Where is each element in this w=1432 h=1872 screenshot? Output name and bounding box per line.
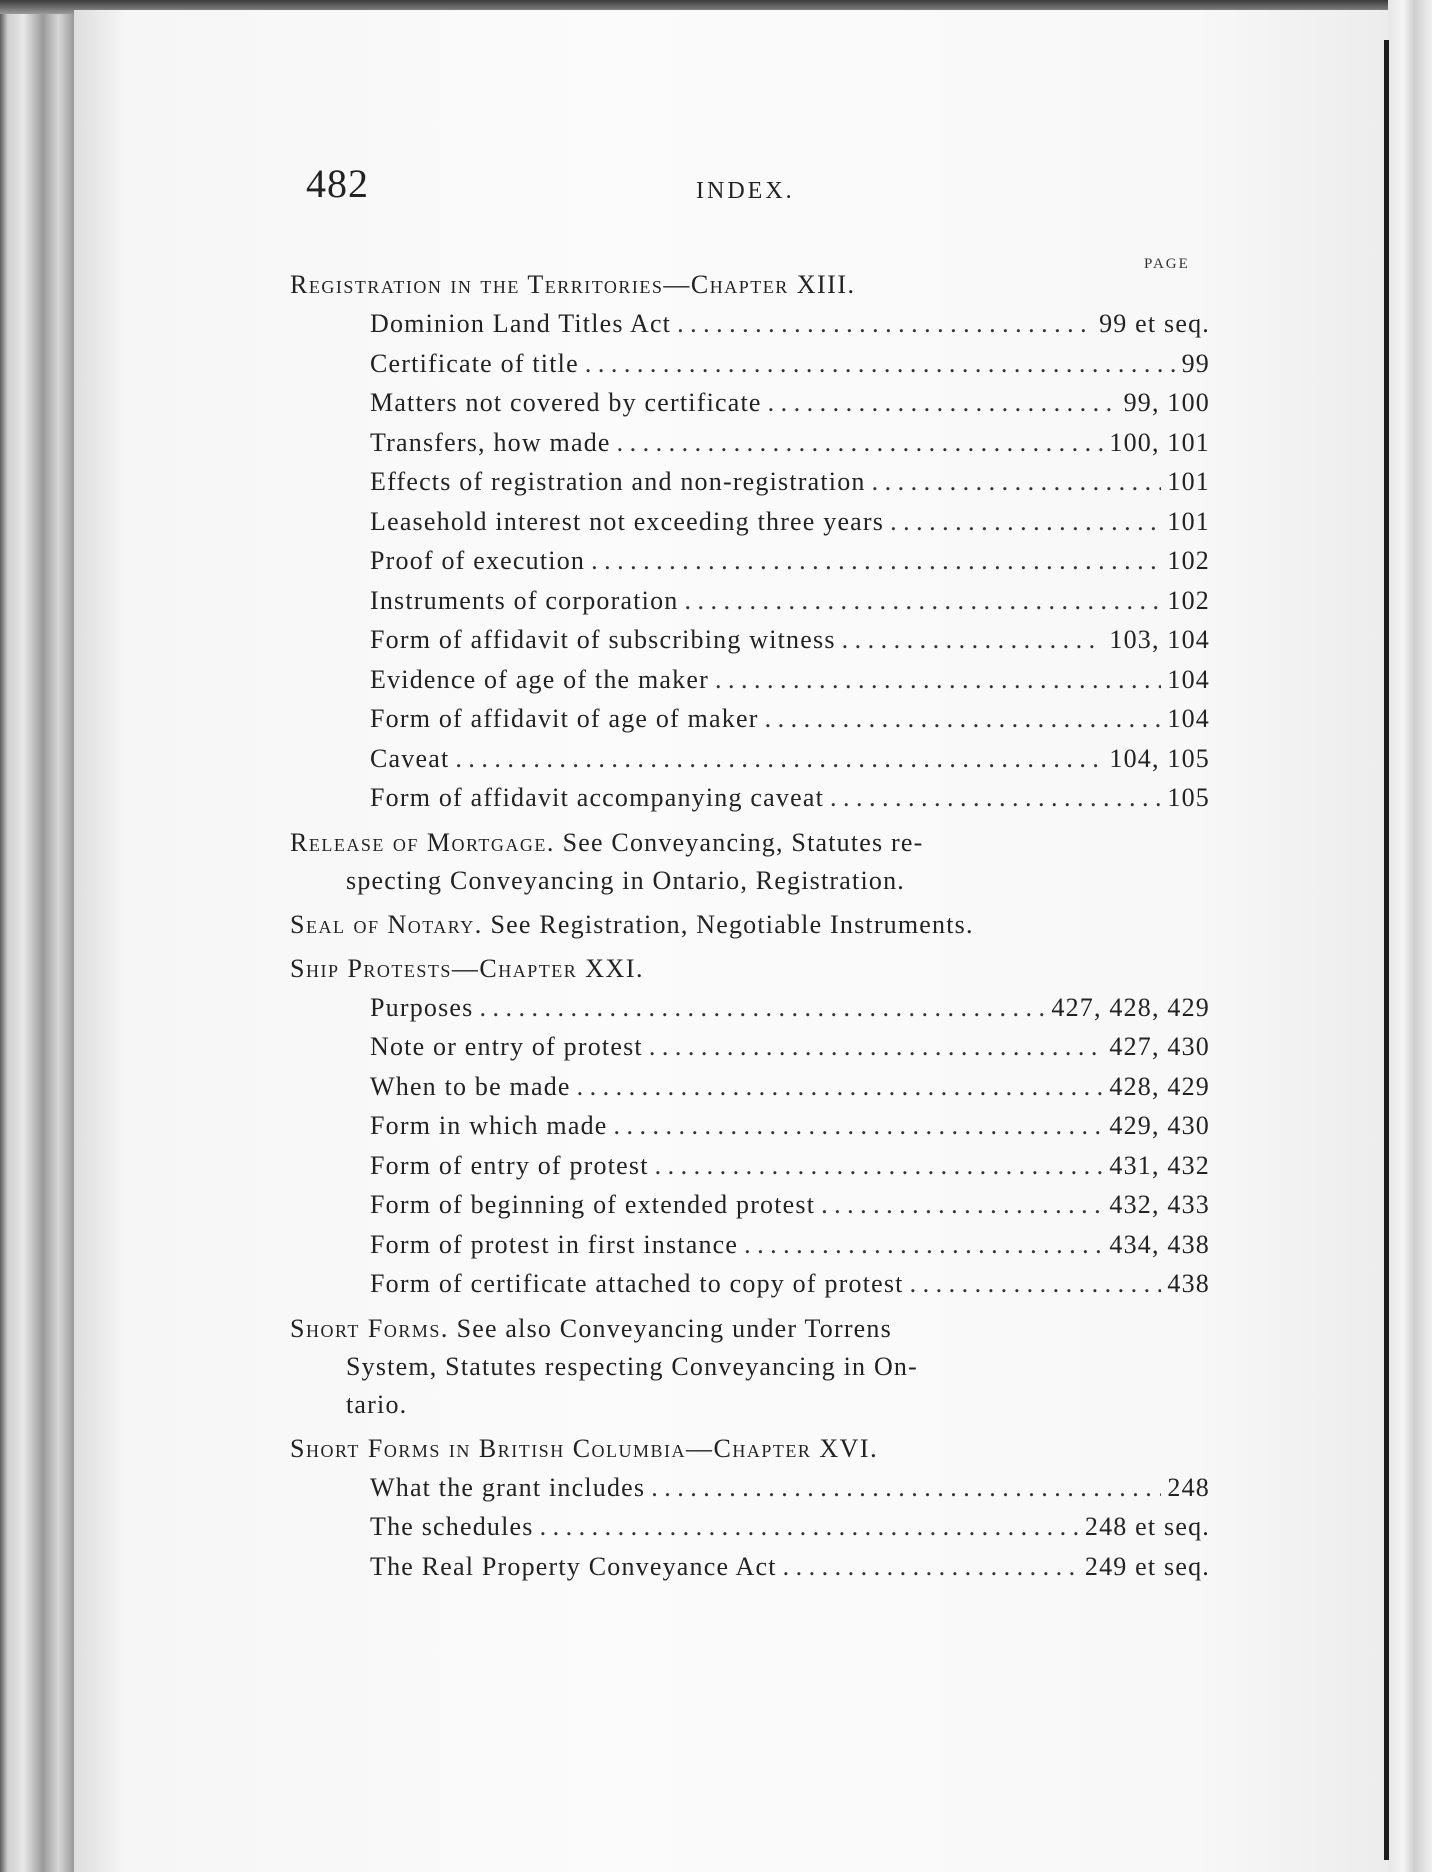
leader-dots [577,1067,1104,1107]
entry-pages: 104 [1167,704,1210,733]
leader-dots [655,1146,1104,1186]
entry-text: Form of protest in first instance [370,1229,739,1259]
leader-dots [614,1106,1104,1146]
index-entry [290,1146,1210,1186]
leader-dots [715,660,1161,700]
entry-text: Form of entry of protest [370,1150,649,1180]
page-right-edge [1388,0,1432,1872]
leader-dots [585,344,1176,384]
entry-text: The Real Property Conveyance Act [370,1551,777,1581]
entry-pages: 104 [1167,664,1210,694]
index-entry [290,778,1210,818]
entry-pages: 101 [1167,506,1210,536]
entry-pages: 438 [1167,1269,1210,1298]
index-entry [290,699,1210,739]
entry-text: Form in which made [370,1111,608,1140]
entry-text: Form of beginning of extended protest [370,1190,816,1219]
section-heading: Ship Protests—Chapter XXI. [290,953,644,983]
entry-text: Proof of execution [370,546,586,575]
index-entry [290,1067,1210,1107]
entry-pages: 248 [1167,1472,1210,1502]
index-entry [290,344,1210,384]
leader-dots [651,1468,1161,1508]
index-entry [290,739,1210,779]
entry-text: Effects of registration and non-registration [370,467,866,496]
index-entry [290,1027,1210,1067]
entry-pages: 101 [1167,467,1210,496]
entry-text: Note or entry of protest [370,1032,643,1061]
entry-pages: 105 [1167,783,1210,812]
leader-dots [842,620,1104,660]
leader-dots [649,1027,1104,1067]
index-entry [290,423,1210,463]
section-text: See Conveyancing, Statutes re- [562,827,924,857]
index-entry [290,462,1210,502]
section-heading: Short Forms. [290,1313,449,1343]
leader-dots [591,541,1161,581]
section-continuation: specting Conveyancing in Ontario, Registration. [346,865,905,895]
entry-text: Caveat [370,743,450,773]
section-heading: Seal of Notary. [290,909,483,939]
index-entry [290,988,1210,1028]
leader-dots [821,1185,1103,1225]
entry-text: Transfers, how made [370,427,611,457]
entry-pages: 99 et seq. [1099,309,1210,338]
index-section-release-of-mortgage [290,824,1210,900]
section-line [290,906,1210,944]
section-continuation: tario. [346,1389,408,1419]
index-section-seal-of-notary [290,906,1210,944]
leader-dots [768,383,1118,423]
entry-pages: 434, 438 [1109,1229,1210,1259]
entry-pages: 100, 101 [1109,427,1210,457]
index-section-short-forms-british-columbia [290,1430,1210,1587]
entry-text: Matters not covered by certificate [370,388,762,417]
entry-pages: 102 [1167,546,1210,575]
entry-pages: 102 [1167,585,1210,615]
entry-text: Form of certificate attached to copy of protest [370,1269,904,1298]
section-heading: Short Forms in British Columbia—Chapter XVI. [290,1433,879,1463]
index-entry [290,1264,1210,1304]
entry-text: Form of affidavit accompanying caveat [370,783,824,812]
entry-pages: 248 et seq. [1084,1512,1210,1541]
section-continuation: System, Statutes respecting Conveyancing in On- [346,1351,918,1381]
index-entry [290,1185,1210,1225]
entry-pages: 427, 428, 429 [1051,992,1210,1022]
book-spine-edge [0,0,78,1872]
section-line [290,824,1210,862]
index-entry [290,1468,1210,1508]
index-section-short-forms [290,1310,1210,1424]
entry-text: Leasehold interest not exceeding three years [370,506,885,536]
leader-dots [872,462,1162,502]
leader-dots [677,304,1093,344]
index-entry [290,383,1210,423]
entry-pages: 104, 105 [1109,743,1210,773]
index-entry [290,1547,1210,1587]
entry-text: Evidence of age of the maker [370,664,709,694]
entry-text: What the grant includes [370,1472,646,1502]
index-entry [290,502,1210,542]
entry-pages: 99, 100 [1123,388,1210,417]
entry-pages: 432, 433 [1109,1190,1210,1219]
leader-dots [480,988,1046,1028]
entry-text: When to be made [370,1071,571,1101]
section-text: See Registration, Negotiable Instruments. [490,909,974,939]
entry-pages: 429, 430 [1109,1111,1210,1140]
entry-pages: 103, 104 [1109,625,1210,654]
section-line [290,1310,1210,1348]
entry-text: Form of affidavit of age of maker [370,704,759,733]
entry-pages: 99 [1181,348,1210,378]
entry-text: Certificate of title [370,348,579,378]
leader-dots [744,1225,1103,1265]
leader-dots [765,699,1162,739]
entry-pages: 427, 430 [1109,1032,1210,1061]
index-entry [290,1225,1210,1265]
leader-dots [890,502,1161,542]
index-content [290,266,1210,1586]
page-number: 482 [306,161,369,206]
page-column-label: PAGE [1144,256,1190,272]
index-entry [290,620,1210,660]
page-header [0,150,1432,220]
leader-dots [617,423,1104,463]
leader-dots [830,778,1161,818]
binding-shadow-line [1384,40,1389,1860]
index-entry [290,1507,1210,1547]
leader-dots [684,581,1161,621]
index-entry [290,1106,1210,1146]
index-entry [290,541,1210,581]
section-text: See also Conveyancing under Torrens [456,1313,892,1343]
leader-dots [455,739,1103,779]
entry-text: Instruments of corporation [370,585,679,615]
running-head: INDEX. [696,178,795,204]
section-heading: Registration in the Territories—Chapter XIII. [290,270,856,299]
index-section-registration-territories [290,266,1210,818]
entry-text: Purposes [370,992,474,1022]
entry-pages: 431, 432 [1109,1150,1210,1180]
entry-pages: 428, 429 [1109,1071,1210,1101]
leader-dots [540,1507,1079,1547]
entry-text: The schedules [370,1512,534,1541]
index-entry [290,581,1210,621]
entry-pages: 249 et seq. [1084,1551,1210,1581]
leader-dots [910,1264,1162,1304]
section-heading: Release of Mortgage. [290,827,555,857]
entry-text: Form of affidavit of subscribing witness [370,625,836,654]
index-entry [290,660,1210,700]
entry-text: Dominion Land Titles Act [370,309,672,338]
index-section-ship-protests [290,950,1210,1304]
leader-dots [783,1547,1079,1587]
index-entry [290,304,1210,344]
